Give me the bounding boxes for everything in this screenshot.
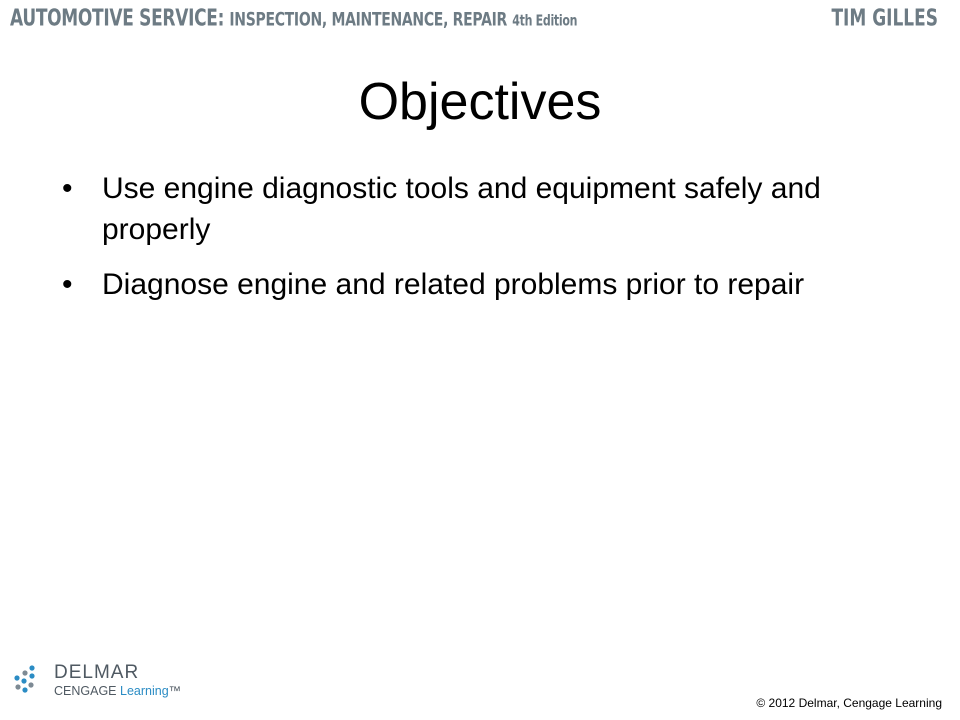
logo-subtitle bbox=[54, 684, 181, 698]
logo-sub-brand: CENGAGE bbox=[54, 684, 117, 698]
slide-header bbox=[0, 0, 960, 40]
logo-trademark: ™ bbox=[168, 684, 182, 698]
bullet-icon: • bbox=[62, 268, 73, 301]
book-title-main: AUTOMOTIVE SERVICE: bbox=[10, 5, 225, 32]
logo-sub-learning: Learning bbox=[120, 684, 169, 698]
delmar-cengage-logo bbox=[10, 656, 180, 702]
slide-title: Objectives bbox=[358, 73, 602, 131]
delmar-logo-icon bbox=[10, 664, 40, 694]
logo-name: DELMAR bbox=[54, 662, 140, 683]
book-edition: 4th Edition bbox=[512, 11, 578, 30]
objectives-list bbox=[60, 168, 860, 319]
list-item bbox=[60, 264, 860, 305]
author-name: TIM GILLES bbox=[831, 5, 938, 32]
bullet-text: Use engine diagnostic tools and equipment safely and properly bbox=[102, 172, 821, 246]
book-title-sub: INSPECTION, MAINTENANCE, REPAIR bbox=[229, 9, 508, 31]
bullet-icon: • bbox=[62, 172, 73, 205]
list-item bbox=[60, 168, 860, 250]
book-title bbox=[10, 5, 577, 32]
bullet-text: Diagnose engine and related problems prior to repair bbox=[102, 268, 805, 301]
copyright-notice: © 2012 Delmar, Cengage Learning bbox=[756, 696, 942, 710]
